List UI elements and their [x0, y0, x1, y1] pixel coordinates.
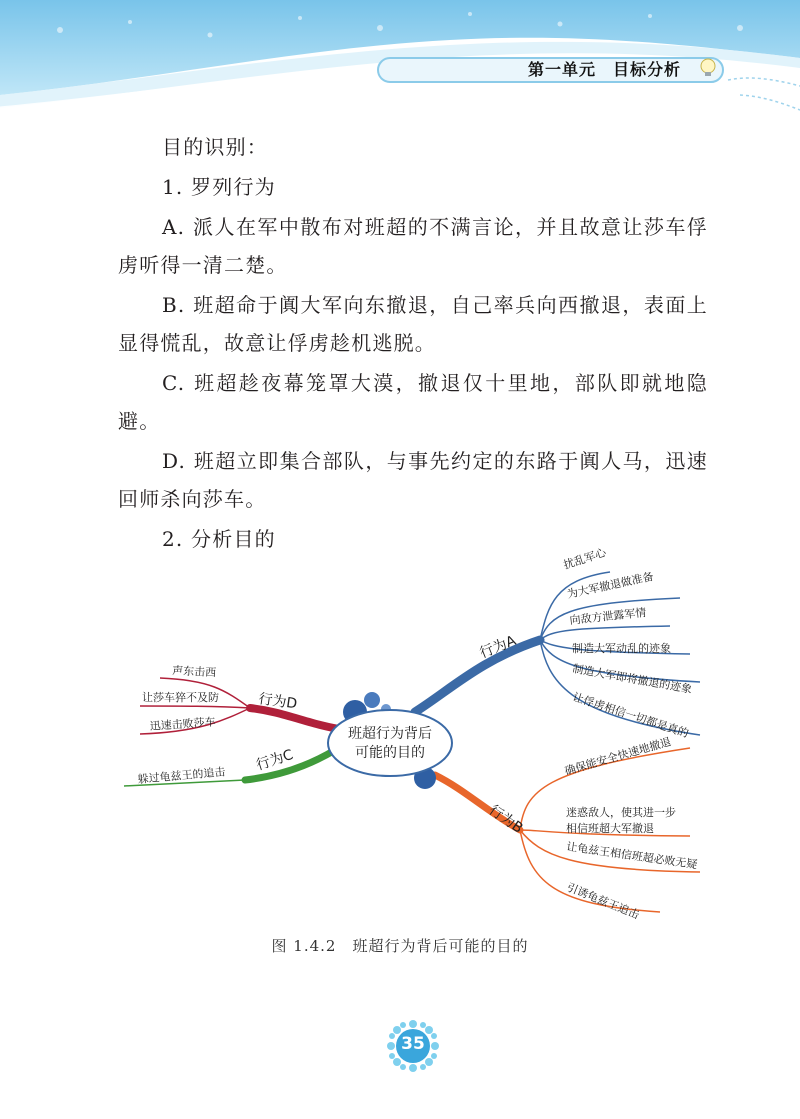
branch-a-item: 让俘虏相信一切都是真的	[571, 690, 691, 741]
branch-a-label: 行为A	[477, 632, 519, 662]
branch-d-item: 声东击西	[171, 664, 217, 680]
branch-a-item: 制造大军动乱的迹象	[572, 642, 671, 655]
center-node-line: 可能的目的	[355, 745, 425, 761]
branch-b-item: 让龟兹王相信班超必败无疑	[565, 840, 699, 872]
paragraph: C. 班超趁夜幕笼罩大漠，撤退仅十里地，部队即就地隐避。	[118, 371, 708, 433]
branch-a-item: 为大军撤退做准备	[565, 569, 655, 601]
figure-caption: 图 1.4.2 班超行为背后可能的目的	[271, 937, 529, 955]
paragraph: 2. 分析目的	[162, 527, 276, 551]
branch-a	[415, 545, 700, 741]
branch-b-item: 迷惑敌人，使其进一步	[566, 806, 676, 819]
paragraph: 目的识别：	[162, 135, 268, 159]
page-header	[0, 0, 800, 135]
branch-c-item: 躲过龟兹王的追击	[137, 765, 226, 786]
branch-d-item: 让莎车猝不及防	[142, 691, 219, 704]
paragraph: B. 班超命于阗大军向东撤退，自己率兵向西撤退，表面上显得慌乱，故意让俘虏趁机逃脱。	[118, 293, 708, 355]
mind-map-diagram	[100, 540, 720, 925]
branch-b	[435, 734, 700, 922]
branch-c-label: 行为C	[254, 746, 296, 774]
page-number: 35	[401, 1034, 425, 1054]
paragraph: D. 班超立即集合部队，与事先约定的东路于阗人马，迅速回师杀向莎车。	[118, 449, 708, 511]
center-node-line: 班超行为背后	[348, 726, 432, 742]
branch-d-label: 行为D	[257, 691, 299, 713]
branch-b-item: 相信班超大军撤退	[566, 822, 654, 835]
branch-b-label: 行为B	[485, 802, 526, 837]
body-text	[118, 128, 708, 558]
branch-c	[124, 746, 335, 786]
page-number-badge	[387, 1020, 439, 1072]
branch-a-item: 扰乱军心	[561, 545, 608, 572]
branch-d-item: 迅速击败莎车	[149, 715, 217, 733]
branch-d	[140, 663, 345, 734]
branch-b-item: 引诱龟兹王追击	[564, 880, 642, 922]
center-node	[328, 710, 452, 776]
branch-a-item: 制造大军即将撤退的迹象	[571, 662, 693, 696]
paragraph: A. 派人在军中散布对班超的不满言论，并且故意让莎车俘虏听得一清二楚。	[118, 215, 708, 277]
paragraph: 1. 罗列行为	[162, 175, 276, 199]
branch-b-item: 确保能安全快速地撤退	[563, 735, 673, 778]
branch-a-item: 向敌方泄露军情	[568, 606, 647, 627]
unit-title: 第一单元 目标分析	[528, 60, 682, 79]
